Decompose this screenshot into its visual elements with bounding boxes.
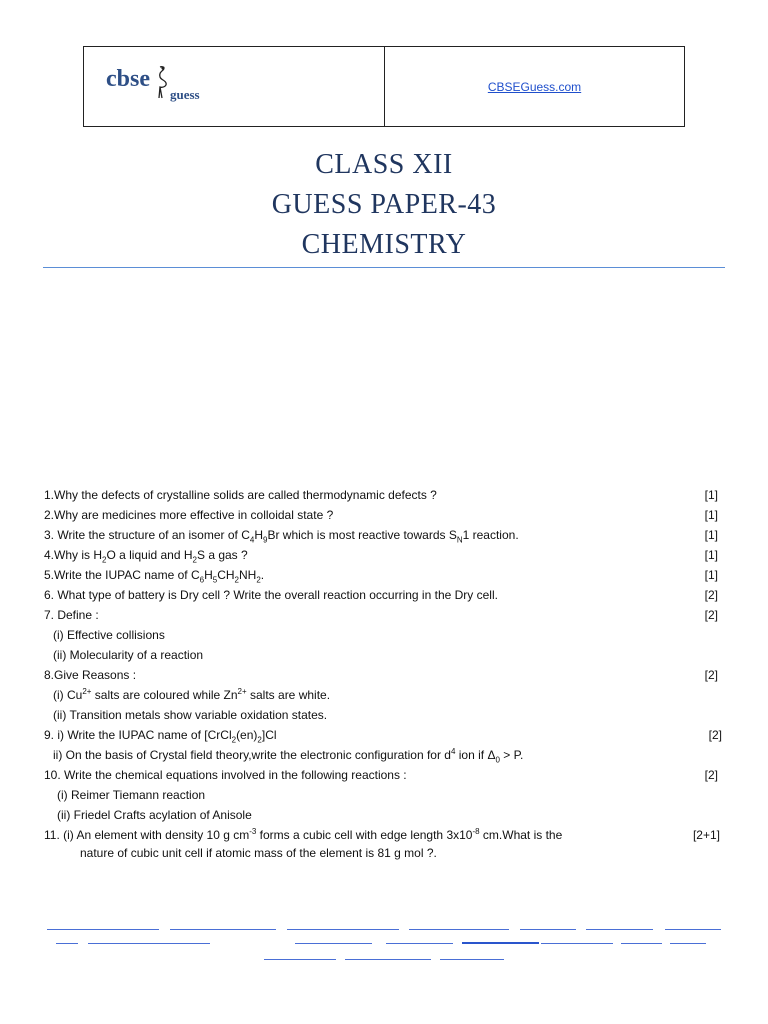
question-marks: [2] — [704, 668, 718, 682]
logo-subtext: guess — [170, 87, 200, 102]
question-10-part-ii: (ii) Friedel Crafts acylation of Anisole — [57, 808, 252, 822]
title-class: CLASS XII — [315, 149, 453, 180]
cbseguess-logo[interactable] — [106, 65, 200, 102]
title-subject: CHEMISTRY — [301, 229, 467, 260]
question-list — [44, 485, 724, 861]
question-text: 3. Write the structure of an isomer of $C_4H_9Br$ which is most reactive towards $S_N1$ reaction. — [44, 528, 519, 545]
footer-link[interactable] — [621, 943, 662, 944]
question-10-part-i: (i) Reimer Tiemann reaction — [57, 788, 206, 802]
question-8-part-ii: (ii) Transition metals show variable oxidation states. — [53, 708, 328, 722]
question-marks: [2] — [704, 588, 718, 602]
footer-link[interactable] — [170, 929, 276, 930]
question-text: 10. Write the chemical equations involved in the following reactions : — [44, 768, 407, 782]
question-marks: [1] — [704, 548, 718, 562]
footer-link[interactable] — [541, 943, 613, 944]
question-marks: [2+1] — [692, 828, 720, 842]
question-text: 9. i) Write the IUPAC name of $[CrCl_2(en)_2]Cl$ — [44, 728, 277, 745]
question-11-continuation: nature of cubic unit cell if atomic mass of the element is 81 g mol ?. — [80, 846, 437, 860]
question-text: 4.Why is $H_2O$ a liquid and $H_2S$ a gas ? — [44, 548, 248, 565]
header-box — [83, 46, 685, 127]
question-3 — [44, 525, 724, 545]
question-8-part-i: (i) $Cu^{2+}$ salts are coloured while $Zn^{2+}$ salts are white. — [53, 687, 331, 702]
footer-link[interactable] — [264, 959, 336, 960]
logo-cell — [84, 47, 385, 126]
footer-link[interactable] — [47, 929, 159, 930]
logo-text: cbse — [106, 66, 150, 92]
question-marks: [1] — [704, 508, 718, 522]
question-marks: [2] — [704, 768, 718, 782]
flamingo-icon — [151, 65, 169, 99]
question-text: 8.Give Reasons : — [44, 668, 137, 682]
footer-link[interactable] — [88, 943, 210, 944]
question-7 — [44, 605, 724, 625]
title-divider — [43, 267, 725, 268]
question-marks: [1] — [704, 568, 718, 582]
question-marks: [2] — [708, 728, 722, 742]
question-11 — [44, 825, 724, 845]
question-2 — [44, 505, 724, 525]
question-text: 2.Why are medicines more effective in colloidal state ? — [44, 508, 334, 522]
title-paper: GUESS PAPER-43 — [271, 189, 497, 220]
footer-link[interactable] — [586, 929, 653, 930]
question-text: 1.Why the defects of crystalline solids are called thermodynamic defects ? — [44, 488, 437, 502]
question-text: 7. Define : — [44, 608, 99, 622]
link-cell — [385, 47, 684, 126]
paper-title — [0, 145, 768, 265]
question-5 — [44, 565, 724, 585]
question-text: 6. What type of battery is Dry cell ? Write the overall reaction occurring in the Dry cell. — [44, 588, 498, 602]
question-text: 11. (i) An element with density 10 g $cm^{-3}$ forms a cubic cell with edge length $3x10^{-8}$ cm.What is the — [44, 827, 563, 842]
question-9 — [44, 725, 724, 745]
question-marks: [1] — [704, 488, 718, 502]
question-6 — [44, 585, 724, 605]
footer-link[interactable] — [462, 942, 539, 944]
question-marks: [2] — [704, 608, 718, 622]
cbseguess-link[interactable]: CBSEGuess.com — [487, 79, 582, 94]
question-10 — [44, 765, 724, 785]
footer-link[interactable] — [345, 959, 431, 960]
question-7-part-ii: (ii) Molecularity of a reaction — [53, 648, 204, 662]
footer-link[interactable] — [56, 943, 78, 944]
footer-link[interactable] — [520, 929, 576, 930]
footer-link[interactable] — [409, 929, 509, 930]
footer-links — [0, 920, 768, 970]
footer-link[interactable] — [440, 959, 504, 960]
footer-link[interactable] — [295, 943, 372, 944]
question-marks: [1] — [704, 528, 718, 542]
question-9-part-ii: ii) On the basis of Crystal field theory,write the electronic configuration for $d^4$ ion if $\Delta_0 > P$. — [53, 747, 524, 765]
footer-link[interactable] — [670, 943, 706, 944]
question-text: 5.Write the IUPAC name of $C_6H_5CH_2NH_2$. — [44, 568, 265, 585]
footer-link[interactable] — [665, 929, 721, 930]
footer-link[interactable] — [386, 943, 453, 944]
question-1 — [44, 485, 724, 505]
footer-link[interactable] — [287, 929, 399, 930]
question-8 — [44, 665, 724, 685]
question-4 — [44, 545, 724, 565]
question-7-part-i: (i) Effective collisions — [53, 628, 165, 642]
